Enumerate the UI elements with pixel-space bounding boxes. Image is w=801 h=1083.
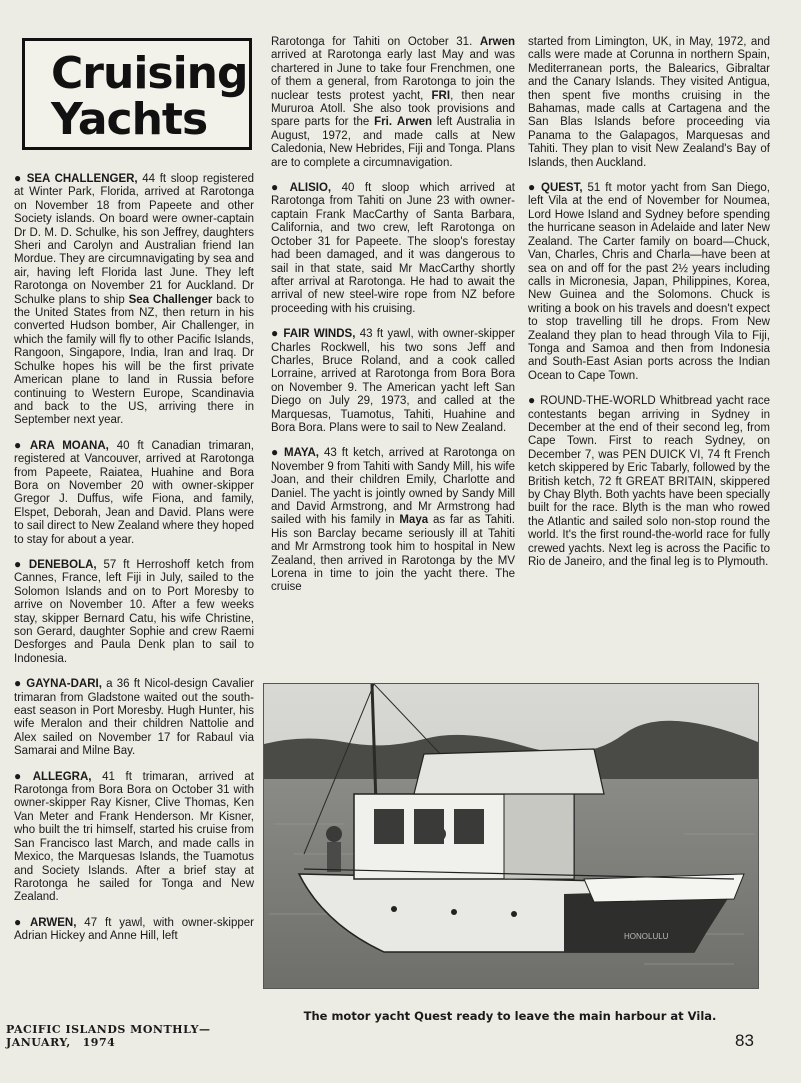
- entry-alisio: [271, 181, 515, 316]
- entry-quest: [528, 181, 770, 383]
- yacht-name: ARA MOANA,: [29, 439, 109, 452]
- column-2: [271, 36, 515, 606]
- entry-text: as far as Tahiti. His son Barclay became seriously ill at Tahiti and Mr Armstrong took him to hospital in New Zealand, then arrived in Rarotonga by the MV Lorena in time to join the yacht there. The cruise: [271, 514, 515, 594]
- entry-text: 47 ft yawl, with owner-skipper Adrian Hickey and Anne Hill, left: [14, 916, 254, 943]
- yacht-name-inline: Arwen: [396, 116, 433, 129]
- entry-ara-moana: [14, 439, 254, 547]
- entry-round-the-world: [528, 394, 770, 569]
- publication-name: PACIFIC ISLANDS MONTHLY—JANUARY,: [6, 1023, 211, 1049]
- section-name: ROUND-THE-WORLD: [540, 395, 656, 408]
- yacht-name: SEA CHALLENGER,: [26, 173, 138, 185]
- entry-maya-continued: started from Limington, UK, in May, 1972, and calls were made at Corunna in northern Spain, Mediterranean ports, the Balearics, Gibraltar and the Canary Islands. They visited Antigua, then spent five months cruising in the Bahamas, made calls at Cartagena and the San Blas Islands before proceeding via Panama to the Galapagos, Marquesas and Tahiti. They plan to visit New Zealand's Bay of Islands, then Auckland.: [528, 36, 770, 169]
- bullet-icon: ●: [14, 556, 25, 571]
- entry-arwen-continued: [271, 36, 515, 170]
- bullet-icon: ●: [14, 768, 29, 783]
- title-box: [22, 38, 252, 150]
- entry-text: , then near Mururoa Atoll. She also took provisions and spare parts for the: [271, 89, 515, 129]
- entry-text: 41 ft trimaran, arrived at Rarotonga from Bora Bora on October 31 with owner-skipper Ray Kisner, Clive Thomas, Ken Van Meter and Frank Henderson. Mr Kisner, who built the tri himself, started his cruise from San Francisco last March, and made calls in Mexico, the Marquesas Islands, the Tuamotus and Society Islands. After a brief stay at Rarotonga he sailed for Tonga and New Zealand.: [14, 770, 254, 904]
- title-line-1: Cruising: [51, 48, 248, 99]
- entry-denebola: [14, 558, 254, 666]
- bullet-icon: ●: [271, 180, 286, 195]
- entry-allegra: [14, 770, 254, 905]
- column-3: [528, 36, 770, 580]
- yacht-name: MAYA,: [284, 447, 319, 460]
- porthole: [511, 911, 517, 917]
- entry-sea-challenger: [14, 172, 254, 428]
- bullet-icon: ●: [528, 393, 537, 408]
- entry-text: 43 ft ketch, arrived at Rarotonga on November 9 from Tahiti with Sandy Mill, his wife Joan, and their children Emily, Charlotte and Daniel. The yacht is jointly owned by Sandy Mill and David Armstrong, and Mr Armstrong had sailed with his family in: [271, 447, 516, 527]
- entry-text: arrived at Rarotonga early last May and was chartered in June to take four Frenchmen, one of them a general, from Rarotonga to join the nuclear tests protest yacht,: [271, 49, 515, 102]
- entry-text: 51 ft motor yacht from San Diego, left Vila at the end of November for Noumea, Lord Howe Island and Sydney before spending the hurricane season in Adelaide and later New Zealand. The Carter family on board—Chuck, Van, Charles, Chris and Charla—have been at sea on and off for the past 2½ years including calls in Micronesia, Japan, Philippines, Korea, New Guinea and the Solomons. Chuck is writing a book on his travels and doesn't expect to stop travelling till he drops. From New Zealand they plan to head through Vila to Fiji, Tonga and Samoa and then from Indonesia and South-East Asian ports across the Indian Ocean to Cape Town.: [528, 182, 771, 382]
- yacht-name-inline: Fri.: [374, 116, 393, 129]
- entry-text: 40 ft Canadian trimaran, registered at Vancouver, arrived at Rarotonga from Papeete, Raiatea, Huahine and Bora Bora on November 20 with owner-skipper Gregor J. Duffus, wife Fiona, and family, Elspet, Deborah, Jean and David. Plans were to sail direct to New Zealand where they hoped to stay for about a year.: [14, 439, 254, 546]
- bullet-icon: ●: [14, 914, 26, 929]
- yacht-name-inline: FRI: [431, 89, 451, 102]
- entry-text: back to the United States from NZ, then return in his converted Hudson bomber, Air Challenger, in which the family will fly to other Pacific Islands, Rangoon, Singapore, India, Iran and Iraq. Dr Schulke hopes his will be the first private American plane to land in Russia before continuing to Western Europe, Scandinavia and back to the US, arriving there in September next year.: [14, 293, 255, 427]
- entry-text: left Australia in August, 1972, and made calls at New Caledonia, New Hebrides, Fiji and Tonga. Plans are to complete a circumnavigation.: [271, 116, 515, 169]
- yacht-name: GAYNA-DARI,: [26, 678, 102, 691]
- person-figure: [327, 842, 341, 872]
- entry-text: 57 ft Herroshoff ketch from Cannes, France, left Fiji in July, sailed to the Solomon Islands and on to Port Moresby to arrive on November 10. After a few weeks stay, skipper Bernard Catu, his wife Christine, son Gerard, daughter Sophie and crew Raemi Desforges and Paula Denk plan to sail to Indonesia.: [14, 558, 255, 665]
- bullet-icon: ●: [528, 180, 538, 195]
- yacht-name: QUEST,: [541, 182, 583, 195]
- entry-maya: [271, 446, 515, 594]
- bullet-icon: ●: [271, 445, 281, 460]
- entry-text: Rarotonga for Tahiti on October 31.: [271, 36, 480, 48]
- entry-arwen: [14, 916, 254, 944]
- photo-caption: The motor yacht Quest ready to leave the main harbour at Vila.: [303, 1009, 717, 1023]
- cabin-window: [454, 809, 484, 844]
- quest-photo: [263, 683, 759, 989]
- flybridge-canopy: [414, 749, 604, 794]
- title-line-2: Yachts: [51, 94, 208, 145]
- wheelhouse: [504, 794, 574, 879]
- person-figure: [432, 827, 446, 841]
- yacht-name-inline: Maya: [399, 514, 429, 527]
- entry-text: a 36 ft Nicol-design Cavalier trimaran from Gladstone waited out the south-east season in Port Moresby. Hugh Hunter, his wife Meralon and their children Nattolie and Alex sailed on November 17 for Rabaul via Samarai and Milne Bay.: [14, 678, 255, 758]
- cabin-window: [374, 809, 404, 844]
- bullet-icon: ●: [271, 326, 280, 341]
- bullet-icon: ●: [14, 676, 23, 691]
- entry-gayna-dari: [14, 677, 254, 758]
- yacht-name: ARWEN,: [29, 916, 77, 929]
- bullet-icon: ●: [14, 171, 23, 185]
- bullet-icon: ●: [14, 437, 26, 452]
- page-footer: [6, 1023, 306, 1049]
- publication-year: 1974: [82, 1036, 116, 1049]
- photo-illustration: [264, 684, 758, 988]
- porthole: [451, 909, 457, 915]
- yacht-name-inline: Sea Challenger: [128, 293, 213, 306]
- person-figure: [326, 826, 342, 842]
- yacht-name-inline: Arwen: [479, 36, 515, 48]
- entry-text: 43 ft yawl, with owner-skipper Charles Rockwell, his two sons Jeff and Charles, Bruce Roland, and a cook called Lorraine, arrived at Rarotonga from Bora Bora on November 9. The American yacht left San Diego on July 29, 1973, and called at the Marquesas, Tuamotus, Tahiti, Huahine and Bora Bora. Plans were to sail to New Zealand.: [271, 328, 515, 434]
- yacht-name: FAIR WINDS,: [283, 328, 356, 341]
- porthole: [391, 906, 397, 912]
- yacht-name: ALLEGRA,: [32, 770, 92, 783]
- entry-text: Whitbread yacht race contestants began arriving in Sydney in December at the end of their second leg, from Cape Town. First to reach Sydney, on December 7, was PEN DUICK VI, 74 ft French ketch skippered by Eric Tabarly, followed by the British ketch, 72 ft GREAT BRITAIN, skippered by Chay Blyth. Both yachts have been specially built for the race. Blyth is the man who rowed the Atlantic and sailed solo non-stop round the world. It's the first round-the-world race for fully crewed yachts. Next leg is across the Pacific to Rio de Janeiro, and the final leg is to Plymouth.: [528, 395, 770, 569]
- page-number: 83: [735, 1031, 754, 1050]
- entry-text: 44 ft sloop registered at Winter Park, Florida, arrived at Rarotonga on November 18 from Papeete and other Society islands. On board were owner-captain Dr D. M. D. Schulke, his son Jeffrey, daughters Sheri and Carolyn and Australian friend Ian Mordue. They are circumnavigating by sea and air, having left Florida last June. They left Rarotonga on November 21 for Auckland. Dr Schulke plans to ship: [14, 173, 254, 306]
- column-1: [14, 172, 254, 955]
- entry-text: 40 ft sloop which arrived at Rarotonga from Tahiti on June 23 with owner-captain Frank MacCarthy of Santa Barbara, California, and two crew, left Rarotonga on October 31 for Papeete. The sloop's forestay had been damaged, and it was dangerous to sail in that state, said Mr MacCarthy shortly after arrival at Rarotonga. He had to await the arrival of new steel-wire rope from NZ before proceeding with his cruising.: [271, 182, 515, 315]
- yacht-name: ALISIO,: [289, 182, 332, 195]
- yacht-name: DENEBOLA,: [28, 558, 97, 571]
- hull-name: HONOLULU: [624, 932, 669, 941]
- entry-fair-winds: [271, 327, 515, 435]
